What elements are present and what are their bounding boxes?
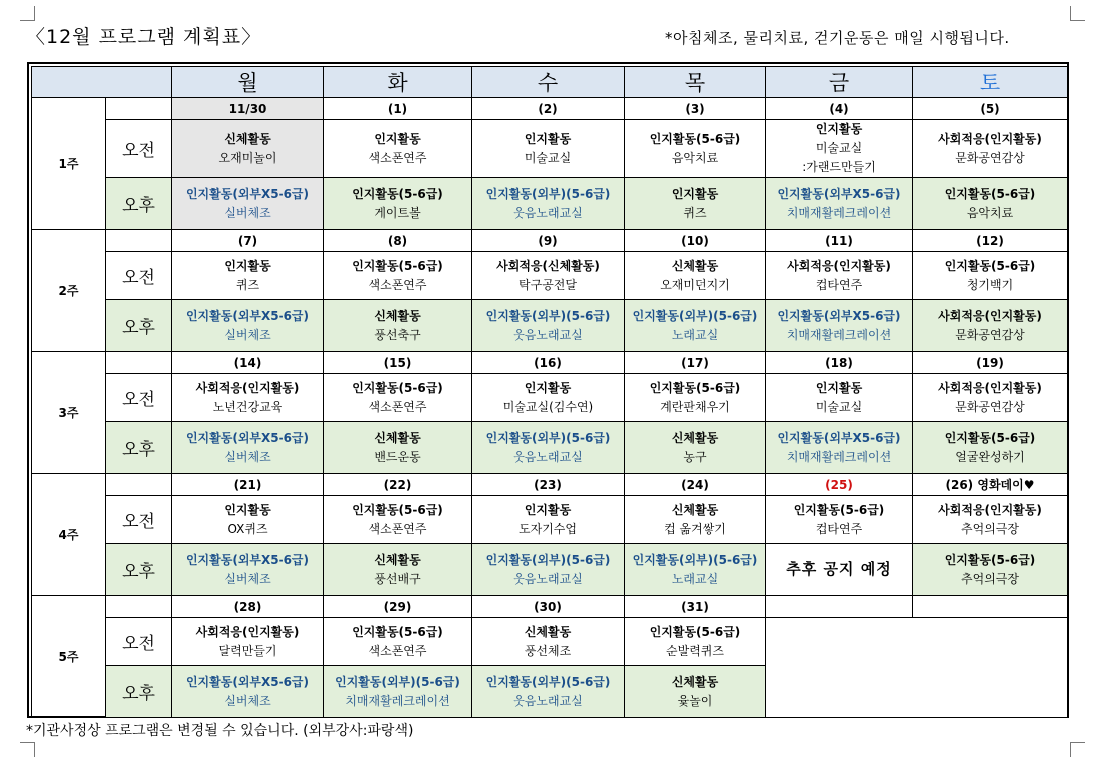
program-activity: 실버체조	[224, 205, 271, 220]
pm-label: 오후	[106, 300, 172, 352]
program-activity: 농구	[683, 449, 707, 464]
date-cell	[766, 596, 913, 618]
program-activity: OX퀴즈	[227, 521, 268, 536]
program-category: 신체활동	[671, 258, 719, 273]
program-cell	[324, 374, 472, 422]
program-cell	[472, 666, 625, 718]
afternoon-row	[32, 422, 1068, 474]
program-category: 사회적응(인지활동)	[938, 131, 1042, 146]
program-activity: 노래교실	[671, 327, 719, 342]
morning-row	[32, 252, 1068, 300]
program-cell	[625, 544, 766, 596]
date-cell: (19)	[913, 352, 1068, 374]
program-cell	[625, 178, 766, 230]
program-category: 인지활동(외부)(5-6급)	[632, 308, 758, 323]
program-activity: 치매재활레크레이션	[786, 327, 892, 342]
date-cell: (31)	[625, 596, 766, 618]
day-header-fri: 금	[766, 67, 913, 98]
week-label: 1주	[32, 98, 106, 230]
daily-notice: *아침체조, 물리치료, 걷기운동은 매일 시행됩니다.	[665, 29, 1010, 47]
date-row-blank	[106, 230, 172, 252]
date-cell: (30)	[472, 596, 625, 618]
program-category: 인지활동(5-6급)	[944, 430, 1036, 445]
program-category: 신체활동	[524, 624, 572, 639]
afternoon-row	[32, 544, 1068, 596]
program-activity: 치매재활레크레이션	[345, 693, 450, 708]
date-cell: (8)	[324, 230, 472, 252]
program-activity: 웃음노래교실	[513, 693, 583, 708]
program-category: 사회적응(인지활동)	[938, 380, 1042, 395]
program-category: 인지활동(5-6급)	[649, 131, 741, 146]
program-cell	[472, 178, 625, 230]
program-activity: 노래교실	[671, 571, 719, 586]
date-row-blank	[106, 98, 172, 120]
program-activity: 컵 옮겨쌓기	[664, 521, 726, 536]
day-header-tue: 화	[324, 67, 472, 98]
program-activity: 계란판채우기	[660, 399, 730, 414]
program-activity: 달력만들기	[218, 643, 277, 658]
program-category: 인지활동	[224, 502, 271, 517]
date-cell: (2)	[472, 98, 625, 120]
program-category: 인지활동(외부X5-6급)	[185, 308, 310, 323]
day-header-sat: 토	[913, 67, 1068, 98]
program-cell	[324, 618, 472, 666]
program-activity: 퀴즈	[235, 277, 260, 292]
program-cell	[472, 300, 625, 352]
program-cell	[913, 252, 1068, 300]
program-cell	[324, 252, 472, 300]
program-cell	[172, 544, 324, 596]
program-activity: 추억의극장	[961, 571, 1019, 586]
program-activity: 웃음노래교실	[513, 449, 583, 464]
program-category: 인지활동(외부X5-6급)	[777, 430, 901, 445]
program-category: 인지활동	[524, 131, 572, 146]
program-activity: 색소폰연주	[368, 150, 427, 165]
program-cell	[172, 120, 324, 178]
program-cell	[625, 300, 766, 352]
program-category: 인지활동	[815, 122, 863, 136]
program-cell	[172, 422, 324, 474]
program-category: 인지활동(5-6급)	[352, 380, 443, 395]
program-cell	[625, 618, 766, 666]
program-activity: 윷놀이	[677, 693, 713, 708]
announcement-text: 추후 공지 예정	[786, 559, 892, 578]
program-activity: 풍선배구	[374, 571, 421, 586]
week-label: 2주	[32, 230, 106, 352]
program-cell	[913, 300, 1068, 352]
program-cell	[913, 496, 1068, 544]
footer-text: *기관사정상 프로그램은 변경될 수 있습니다. (외부강사:파랑색)	[26, 723, 414, 739]
program-category: 인지활동	[524, 502, 572, 517]
program-activity: 웃음노래교실	[513, 327, 583, 342]
program-category: 사회적응(인지활동)	[195, 380, 300, 395]
am-label: 오전	[106, 120, 172, 178]
program-category: 신체활동	[671, 502, 719, 517]
program-cell	[472, 618, 625, 666]
date-cell: (3)	[625, 98, 766, 120]
program-category: 신체활동	[374, 430, 421, 445]
page-corner-mark	[1070, 6, 1085, 21]
program-cell	[324, 666, 472, 718]
program-cell	[472, 422, 625, 474]
program-activity: 컵타연주	[815, 521, 863, 536]
date-cell: (26) 영화데이♥	[913, 474, 1068, 496]
program-cell	[172, 374, 324, 422]
program-cell	[913, 544, 1068, 596]
program-category: 인지활동(5-6급)	[944, 552, 1036, 567]
empty-cell	[766, 618, 1068, 718]
page-title: 〈12월 프로그램 계획표〉	[26, 26, 262, 48]
program-category: 인지활동(외부X5-6급)	[185, 430, 310, 445]
day-header-mon: 월	[172, 67, 324, 98]
program-category: 인지활동(외부)(5-6급)	[485, 674, 611, 689]
date-row	[32, 596, 1068, 618]
program-activity: 컵타연주	[815, 277, 863, 292]
afternoon-row	[32, 178, 1068, 230]
program-category: 인지활동(외부X5-6급)	[185, 552, 310, 567]
program-cell	[324, 544, 472, 596]
program-category: 인지활동(외부)(5-6급)	[335, 674, 460, 689]
program-activity: 문화공연감상	[955, 327, 1025, 342]
program-category: 사회적응(인지활동)	[938, 502, 1042, 517]
am-label: 오전	[106, 496, 172, 544]
program-cell	[324, 422, 472, 474]
program-activity: 실버체조	[224, 571, 271, 586]
program-cell	[324, 178, 472, 230]
program-category: 사회적응(인지활동)	[938, 308, 1042, 323]
program-cell	[625, 252, 766, 300]
week-label: 4주	[32, 474, 106, 596]
page-corner-mark	[1070, 742, 1085, 757]
program-activity: 오재미놀이	[218, 150, 277, 165]
date-cell	[913, 596, 1068, 618]
program-cell	[913, 178, 1068, 230]
program-category: 인지활동	[374, 131, 421, 146]
program-activity: 색소폰연주	[368, 399, 427, 414]
am-label: 오전	[106, 618, 172, 666]
date-cell: (22)	[324, 474, 472, 496]
program-cell	[172, 666, 324, 718]
program-cell	[766, 178, 913, 230]
date-cell: (9)	[472, 230, 625, 252]
program-cell	[172, 618, 324, 666]
program-category: 신체활동	[671, 430, 719, 445]
morning-row	[32, 618, 1068, 666]
program-activity: 풍선체조	[524, 643, 572, 658]
program-cell	[766, 496, 913, 544]
date-cell: (17)	[625, 352, 766, 374]
date-row	[32, 98, 1068, 120]
program-category: 인지활동(5-6급)	[352, 186, 443, 201]
date-cell: (4)	[766, 98, 913, 120]
program-activity: 추억의극장	[961, 521, 1019, 536]
schedule-table	[31, 66, 1068, 718]
program-category: 신체활동	[671, 674, 719, 689]
program-cell	[324, 120, 472, 178]
day-header-wed: 수	[472, 67, 625, 98]
date-cell: (16)	[472, 352, 625, 374]
date-cell: (1)	[324, 98, 472, 120]
program-category: 사회적응(인지활동)	[787, 258, 891, 273]
date-cell: (10)	[625, 230, 766, 252]
day-header-row	[32, 67, 1068, 98]
program-category: 인지활동(5-6급)	[944, 186, 1036, 201]
date-cell: (14)	[172, 352, 324, 374]
program-category: 인지활동(5-6급)	[649, 380, 741, 395]
date-cell: (24)	[625, 474, 766, 496]
date-cell: (29)	[324, 596, 472, 618]
program-category: 인지활동	[671, 186, 719, 201]
am-label: 오전	[106, 374, 172, 422]
date-row	[32, 474, 1068, 496]
program-category: 인지활동(외부)(5-6급)	[632, 552, 758, 567]
program-cell	[172, 496, 324, 544]
date-cell: (25)	[766, 474, 913, 496]
morning-row	[32, 374, 1068, 422]
program-cell	[472, 120, 625, 178]
date-cell: (18)	[766, 352, 913, 374]
schedule-table-frame	[27, 62, 1069, 718]
program-category: 인지활동	[224, 258, 271, 273]
program-activity: 탁구공전달	[519, 277, 577, 292]
program-activity: 색소폰연주	[368, 521, 427, 536]
program-cell	[172, 252, 324, 300]
program-activity: 실버체조	[224, 449, 271, 464]
program-category: 신체활동	[374, 552, 421, 567]
program-cell	[172, 178, 324, 230]
date-cell: (5)	[913, 98, 1068, 120]
program-activity: 문화공연감상	[955, 150, 1025, 165]
program-activity: 웃음노래교실	[513, 571, 583, 586]
program-cell	[324, 300, 472, 352]
program-category: 인지활동(5-6급)	[649, 624, 741, 639]
program-activity: 도자기수업	[519, 521, 577, 536]
program-activity: 실버체조	[224, 693, 271, 708]
morning-row	[32, 120, 1068, 178]
program-cell	[625, 666, 766, 718]
program-category: 인지활동(외부)(5-6급)	[485, 430, 611, 445]
am-label: 오전	[106, 252, 172, 300]
program-activity: 청기백기	[966, 277, 1014, 292]
date-row	[32, 230, 1068, 252]
date-cell: (28)	[172, 596, 324, 618]
program-cell	[913, 422, 1068, 474]
program-cell	[913, 120, 1068, 178]
date-row	[32, 352, 1068, 374]
program-activity: 문화공연감상	[955, 399, 1025, 414]
program-cell	[172, 300, 324, 352]
program-activity: 오재미던지기	[660, 277, 730, 292]
program-activity: 미술교실	[815, 141, 863, 155]
program-cell	[472, 544, 625, 596]
week-label: 3주	[32, 352, 106, 474]
program-activity: 순발력퀴즈	[666, 643, 724, 658]
program-activity: 실버체조	[224, 327, 271, 342]
program-activity: 음악치료	[671, 150, 719, 165]
program-category: 인지활동(외부X5-6급)	[777, 186, 901, 201]
program-category: 인지활동(외부)(5-6급)	[485, 552, 611, 567]
footer-note	[26, 720, 413, 740]
program-cell	[766, 544, 913, 596]
program-activity: 게이트볼	[374, 205, 421, 220]
date-cell: (15)	[324, 352, 472, 374]
schedule-body	[32, 98, 1068, 718]
date-cell: 11/30	[172, 98, 324, 120]
program-category: 신체활동	[224, 131, 271, 146]
day-header-thu: 목	[625, 67, 766, 98]
program-activity: 노년건강교육	[212, 399, 283, 414]
page-corner-mark	[20, 6, 35, 21]
pm-label: 오후	[106, 666, 172, 718]
afternoon-row	[32, 300, 1068, 352]
program-activity: 치매재활레크레이션	[786, 205, 892, 220]
date-row-blank	[106, 474, 172, 496]
program-activity: 치매재활레크레이션	[786, 449, 892, 464]
date-cell: (11)	[766, 230, 913, 252]
program-detail: :가랜드만들기	[802, 160, 876, 174]
program-activity: 밴드운동	[374, 449, 421, 464]
program-category: 사회적응(인지활동)	[195, 624, 300, 639]
program-category: 신체활동	[374, 308, 421, 323]
page-corner-mark	[20, 742, 35, 757]
program-category: 인지활동(5-6급)	[352, 502, 443, 517]
date-row-blank	[106, 596, 172, 618]
program-category: 인지활동	[524, 380, 572, 395]
pm-label: 오후	[106, 544, 172, 596]
program-cell	[472, 496, 625, 544]
date-cell: (21)	[172, 474, 324, 496]
program-activity: 얼굴완성하기	[955, 449, 1025, 464]
program-cell	[766, 300, 913, 352]
program-category: 인지활동(외부X5-6급)	[185, 674, 310, 689]
date-row-blank	[106, 352, 172, 374]
program-category: 인지활동(외부X5-6급)	[777, 308, 901, 323]
program-activity: 미술교실	[815, 399, 863, 414]
program-cell	[766, 120, 913, 178]
date-cell: (23)	[472, 474, 625, 496]
date-cell: (7)	[172, 230, 324, 252]
program-activity: 풍선축구	[374, 327, 421, 342]
pm-label: 오후	[106, 178, 172, 230]
program-category: 인지활동(5-6급)	[352, 258, 443, 273]
program-activity: 색소폰연주	[368, 277, 427, 292]
program-activity: 미술교실	[524, 150, 572, 165]
program-cell	[625, 120, 766, 178]
date-cell: (12)	[913, 230, 1068, 252]
program-category: 사회적응(신체활동)	[496, 258, 600, 273]
program-cell	[625, 422, 766, 474]
program-cell	[324, 496, 472, 544]
program-cell	[472, 252, 625, 300]
program-cell	[625, 374, 766, 422]
header-blank	[32, 67, 172, 98]
program-activity: 음악치료	[966, 205, 1014, 220]
program-category: 인지활동(외부X5-6급)	[185, 186, 310, 201]
program-activity: 색소폰연주	[368, 643, 427, 658]
program-cell	[766, 252, 913, 300]
program-activity: 웃음노래교실	[513, 205, 583, 220]
program-cell	[913, 374, 1068, 422]
program-activity: 미술교실(김수연)	[502, 399, 594, 414]
program-category: 인지활동(5-6급)	[352, 624, 443, 639]
program-cell	[766, 374, 913, 422]
morning-row	[32, 496, 1068, 544]
program-category: 인지활동(외부)(5-6급)	[485, 186, 611, 201]
program-activity: 퀴즈	[683, 205, 707, 220]
program-cell	[472, 374, 625, 422]
program-category: 인지활동(5-6급)	[944, 258, 1036, 273]
program-cell	[625, 496, 766, 544]
program-category: 인지활동	[815, 380, 863, 395]
pm-label: 오후	[106, 422, 172, 474]
week-label: 5주	[32, 596, 106, 718]
program-cell	[766, 422, 913, 474]
program-category: 인지활동(외부)(5-6급)	[485, 308, 611, 323]
program-category: 인지활동(5-6급)	[793, 502, 885, 517]
